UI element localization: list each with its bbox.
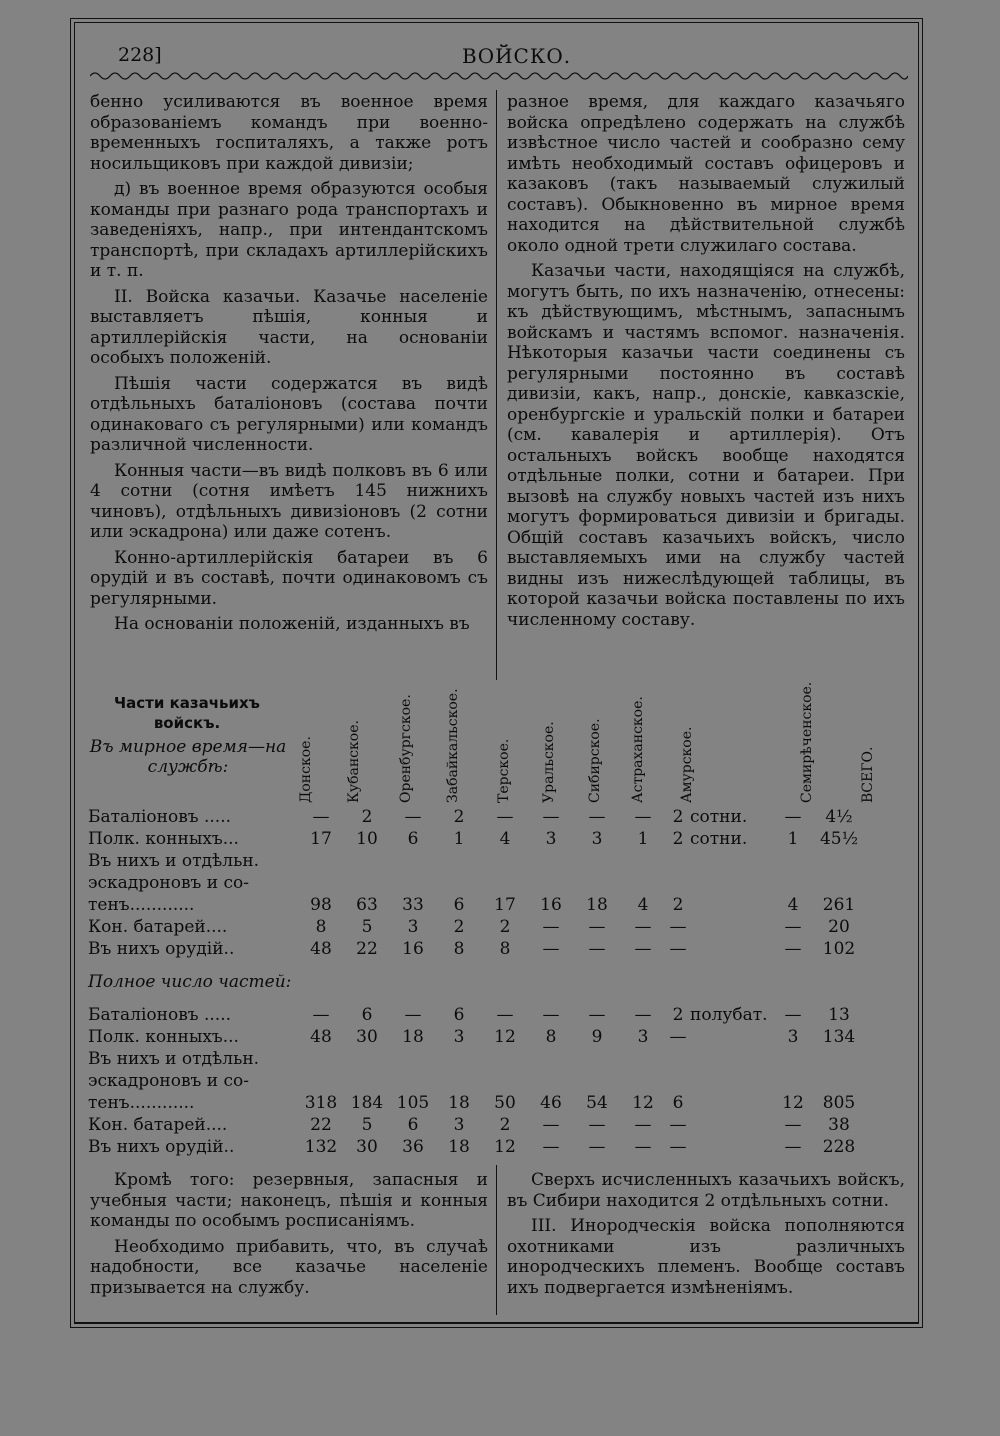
table-cell: — [312, 1005, 330, 1025]
table-cell: 318 [304, 1093, 338, 1113]
table-cell: 1 [453, 829, 465, 849]
table-cell: 5 [361, 917, 373, 937]
table-cell: — [588, 1115, 606, 1135]
table-cell: — [588, 807, 606, 827]
paragraph: бенно усиливаются въ военное время образованіемъ командъ при военно-временныхъ госпиталяхъ, а также ротъ носильщиковъ при каждой дивизіи; [90, 92, 488, 174]
col-header-total: ВСЕГО. [860, 746, 876, 803]
table-cell: — [669, 1027, 687, 1047]
table-cell [690, 894, 770, 916]
table-cell [390, 1070, 436, 1092]
table-cell [298, 1070, 344, 1092]
table-cell: 36 [402, 1137, 424, 1157]
table-row [88, 850, 862, 872]
table-cell: 22 [356, 939, 378, 959]
table-cell: 1 [637, 829, 649, 849]
table-cell: — [542, 1115, 560, 1135]
table-cell: — [669, 917, 687, 937]
paragraph: Конно-артиллерійскія батареи въ 6 орудій и въ составѣ, почти одинаковомъ съ регулярными. [90, 547, 488, 609]
table-row [88, 1136, 862, 1158]
table-cell [436, 850, 482, 872]
row-label: Въ нихъ орудій.. [88, 1137, 235, 1157]
table-cell [620, 850, 666, 872]
table-row [88, 1092, 862, 1114]
table-cell [690, 1092, 770, 1114]
table-cell: — [542, 939, 560, 959]
row-label: Баталіоновъ ..... [88, 807, 232, 827]
table-cell: 12 [782, 1093, 804, 1113]
table-cell [666, 850, 690, 872]
table-cell [344, 850, 390, 872]
paragraph: Сверхъ исчисленныхъ казачьихъ войскъ, въ Сибири находится 2 отдѣльныхъ сотни. [507, 1170, 905, 1211]
row-label: Кон. батарей.... [88, 917, 228, 937]
col-header-don: Донское. [298, 736, 314, 803]
table-cell [690, 1136, 770, 1158]
table-cell: 2 [672, 807, 684, 827]
table-cell [690, 1026, 770, 1048]
cossack-table [88, 806, 862, 1158]
running-head: ВОЙСКО. [462, 44, 572, 68]
column-divider-top [496, 90, 497, 680]
row-label: Кон. батарей.... [88, 1115, 228, 1135]
table-cell: 12 [494, 1137, 516, 1157]
table-cell: 18 [586, 895, 608, 915]
table-cell: 54 [586, 1093, 608, 1113]
table-cell: 2 [453, 917, 465, 937]
table-cell: — [784, 939, 802, 959]
table-row [88, 916, 862, 938]
row-label: тенъ............ [88, 1093, 195, 1113]
table-cell: 8 [545, 1027, 557, 1047]
table-cell [574, 850, 620, 872]
bottom-left-column [90, 1170, 488, 1303]
row-label: эскадроновъ и со- [88, 873, 249, 893]
table-cell: — [312, 807, 330, 827]
table-cell [666, 1070, 690, 1092]
table-cell: 2 [453, 807, 465, 827]
table-cell [528, 1048, 574, 1070]
table-cell [436, 1048, 482, 1070]
table-cell [770, 850, 816, 872]
table-cell [816, 1070, 862, 1092]
table-cell [528, 850, 574, 872]
table-cell: 8 [453, 939, 465, 959]
table-cell: 17 [494, 895, 516, 915]
table-cell: 10 [356, 829, 378, 849]
col-header-semirechie: Семирѣченское. [799, 681, 815, 803]
table-cell: 13 [828, 1005, 850, 1025]
table-cell: 2 [672, 829, 684, 849]
table-cell [344, 872, 390, 894]
left-column [90, 92, 488, 640]
table-cell: 45½ [819, 829, 859, 849]
paragraph: д) въ военное время образуются особыя команды при разнаго рода транспортахъ и заведеніяхъ, напр., при интендантскомъ транспортѣ, при складахъ артиллерійскихъ и т. п. [90, 179, 488, 281]
table-subheading-row [88, 960, 862, 1004]
table-cell: 2 [672, 895, 684, 915]
row-label: Въ нихъ орудій.. [88, 939, 235, 959]
row-label: Полк. конныхъ... [88, 1027, 239, 1047]
table-cell: — [669, 1137, 687, 1157]
paragraph: разное время, для каждаго казачьяго войска опредѣлено содержать на службѣ извѣстное число частей и сообразно сему имѣть необходимый составъ офицеровъ и казаковъ (такъ называемый служилый составъ). Обыкновенно въ мирное время находится на дѣйствительной службѣ около одной трети служилаго состава. [507, 92, 905, 256]
table-cell [690, 1070, 770, 1092]
table-cell [344, 1048, 390, 1070]
table-cell: 16 [402, 939, 424, 959]
table-cell: 1 [787, 829, 799, 849]
table-row [88, 1114, 862, 1136]
table-cell [690, 1114, 770, 1136]
right-column [507, 92, 905, 635]
table-cell: 30 [356, 1027, 378, 1047]
table-cell: 228 [822, 1137, 856, 1157]
table-cell [574, 1048, 620, 1070]
table-cell: 6 [453, 1005, 465, 1025]
table-row [88, 938, 862, 960]
table-cell: — [784, 917, 802, 937]
table-cell: 2 [499, 1115, 511, 1135]
table-subtitle-peace: Въ мирное время—на службѣ: [89, 737, 287, 777]
table-cell [528, 1070, 574, 1092]
table-cell: 3 [453, 1027, 465, 1047]
table-cell: 3 [591, 829, 603, 849]
table-cell [436, 872, 482, 894]
col-header-zabaikal: Забайкальское. [445, 688, 461, 803]
table-cell: — [588, 939, 606, 959]
table-cell: 50 [494, 1093, 516, 1113]
table-row [88, 1026, 862, 1048]
table-cell: 4½ [825, 807, 853, 827]
table-cell: 4 [637, 895, 649, 915]
table-cell: сотни. [690, 829, 748, 849]
table-cell: 3 [787, 1027, 799, 1047]
bottom-rule [74, 1322, 919, 1324]
table-cell: 8 [315, 917, 327, 937]
table-cell: — [542, 807, 560, 827]
table-cell [574, 1070, 620, 1092]
table-cell: 6 [407, 1115, 419, 1135]
table-cell [770, 1048, 816, 1070]
table-cell [298, 850, 344, 872]
table-cell: 48 [310, 1027, 332, 1047]
table-cell: 102 [822, 939, 856, 959]
paragraph: Казачьи части, находящіяся на службѣ, могутъ быть, по ихъ назначенію, отнесены: къ дѣйствующимъ, мѣстнымъ, запаснымъ войскамъ и частямъ вспомог. назначенія. Нѣкоторыя казачьи части соединены съ регулярными постоянно въ составѣ дивизіи, какъ, напр., донскіе, кавказскіе, оренбургскіе и уральскій полки и батареи (см. кавалерія и артиллерія). Отъ остальныхъ войскъ вообще находятся отдѣльные полки, сотни и батареи. При вызовѣ на службу новыхъ частей изъ нихъ могутъ формироваться дивизіи и бригады. Общій составъ казачьихъ войскъ, число выставляемыхъ ими на службу частей видны изъ нижеслѣдующей таблицы, въ которой казачьи войска поставлены по ихъ численному составу. [507, 261, 905, 630]
table-title: Части казачьихъ войскъ. [114, 694, 260, 732]
table-cell [690, 1048, 770, 1070]
col-header-ural: Уральское. [541, 721, 557, 803]
table-cell: сотни. [690, 807, 748, 827]
paragraph: На основаніи положеній, изданныхъ въ [114, 614, 470, 634]
table-cell [666, 1048, 690, 1070]
table-cell: — [588, 1005, 606, 1025]
col-header-terek: Терское. [496, 738, 512, 803]
row-label: Баталіоновъ ..... [88, 1005, 232, 1025]
wavy-rule [90, 68, 908, 84]
table-cell: 3 [407, 917, 419, 937]
table-row [88, 806, 862, 828]
table-cell [690, 850, 770, 872]
table-cell: полубат. [690, 1005, 768, 1025]
table-cell [620, 1048, 666, 1070]
table-cell: — [542, 917, 560, 937]
column-divider-bottom [496, 1165, 497, 1315]
table-subtitle-total: Полное число частей: [88, 972, 292, 992]
col-header-amur: Амурское. [679, 726, 695, 803]
table-row [88, 1070, 862, 1092]
table-row [88, 1004, 862, 1026]
table-cell: — [542, 1137, 560, 1157]
table-cell: 2 [499, 917, 511, 937]
table-cell: 261 [822, 895, 856, 915]
table-cell: 6 [672, 1093, 684, 1113]
table-cell [690, 872, 770, 894]
table-row [88, 1048, 862, 1070]
table-cell: — [784, 807, 802, 827]
table-cell: 98 [310, 895, 332, 915]
table-cell: 17 [310, 829, 332, 849]
table-cell [574, 872, 620, 894]
table-cell [298, 872, 344, 894]
table-cell: 2 [361, 807, 373, 827]
bottom-right-column [507, 1170, 905, 1303]
table-cell: 184 [350, 1093, 384, 1113]
table-cell: 105 [396, 1093, 430, 1113]
row-label: Въ нихъ и отдѣльн. [88, 1049, 260, 1069]
table-cell [390, 872, 436, 894]
table-row [88, 894, 862, 916]
table-cell: 38 [828, 1115, 850, 1135]
table-cell [816, 872, 862, 894]
table-cell [482, 1048, 528, 1070]
page-number: 228] [118, 44, 162, 66]
table-cell: 20 [828, 917, 850, 937]
table-cell [436, 1070, 482, 1092]
table-cell [816, 1048, 862, 1070]
table-cell [690, 938, 770, 960]
table-cell [816, 850, 862, 872]
table-cell: — [634, 1137, 652, 1157]
table-header [88, 681, 908, 803]
table-cell [666, 872, 690, 894]
row-label: Полк. конныхъ... [88, 829, 239, 849]
table-cell: — [634, 939, 652, 959]
table-cell: — [669, 1115, 687, 1135]
table-cell: 18 [448, 1137, 470, 1157]
table-cell: 5 [361, 1115, 373, 1135]
paragraph: Кромѣ того: резервныя, запасныя и учебныя части; наконецъ, пѣшія и конныя команды по особымъ росписаніямъ. [90, 1170, 488, 1231]
col-header-siberia: Сибирское. [587, 718, 603, 803]
table-cell: 18 [448, 1093, 470, 1113]
table-cell: 46 [540, 1093, 562, 1113]
table-cell: — [542, 1005, 560, 1025]
table-cell: 22 [310, 1115, 332, 1135]
table-cell: 6 [407, 829, 419, 849]
table-cell: 12 [632, 1093, 654, 1113]
table-cell: 805 [822, 1093, 856, 1113]
col-header-astrakhan: Астраханское. [630, 696, 646, 803]
table-cell: — [496, 807, 514, 827]
table-cell: — [588, 917, 606, 937]
table-cell [770, 1070, 816, 1092]
table-cell [690, 916, 770, 938]
paragraph: III. Инородческія войска пополняются охотниками изъ различныхъ инородческихъ племенъ. Вообще составъ ихъ подвергается измѣненіямъ. [507, 1216, 905, 1298]
table-cell: — [634, 917, 652, 937]
table-cell: 134 [822, 1027, 856, 1047]
table-cell: 2 [672, 1005, 684, 1025]
row-label: тенъ............ [88, 895, 195, 915]
table-cell: 6 [453, 895, 465, 915]
table-cell: 4 [499, 829, 511, 849]
table-cell: — [784, 1115, 802, 1135]
table-cell: 4 [787, 895, 799, 915]
table-cell: — [669, 939, 687, 959]
table-cell: 8 [499, 939, 511, 959]
table-cell: 3 [453, 1115, 465, 1135]
col-header-orenburg: Оренбургское. [398, 694, 414, 803]
table-cell: 63 [356, 895, 378, 915]
table-cell: 18 [402, 1027, 424, 1047]
table-cell [620, 872, 666, 894]
row-label: Въ нихъ и отдѣльн. [88, 851, 260, 871]
row-label: эскадроновъ и со- [88, 1071, 249, 1091]
table-cell: 6 [361, 1005, 373, 1025]
table-cell [770, 872, 816, 894]
table-cell [344, 1070, 390, 1092]
table-cell: 9 [591, 1027, 603, 1047]
table-cell [528, 872, 574, 894]
table-cell: 48 [310, 939, 332, 959]
table-cell: 132 [304, 1137, 338, 1157]
table-cell: — [404, 1005, 422, 1025]
table-cell: — [634, 1005, 652, 1025]
table-cell [390, 1048, 436, 1070]
table-cell: — [784, 1005, 802, 1025]
table-cell [482, 872, 528, 894]
table-cell: 3 [545, 829, 557, 849]
table-cell [298, 1048, 344, 1070]
table-cell: 33 [402, 895, 424, 915]
paragraph: Конныя части—въ видѣ полковъ въ 6 или 4 сотни (сотня имѣетъ 145 нижнихъ чиновъ), отдѣльныхъ дивизіоновъ (2 сотни или эскадрона) или даже сотенъ. [90, 460, 488, 542]
table-cell: 12 [494, 1027, 516, 1047]
col-header-kuban: Кубанское. [346, 720, 362, 803]
table-cell: 16 [540, 895, 562, 915]
paragraph: II. Войска казачьи. Казачье населеніе выставляетъ пѣшія, конныя и артиллерійскія части, на основаніи особыхъ положеній. [90, 286, 488, 368]
table-cell: — [496, 1005, 514, 1025]
table-cell: — [588, 1137, 606, 1157]
paragraph: Необходимо прибавить, что, въ случаѣ надобности, все казачье населеніе призывается на службу. [90, 1236, 488, 1298]
table-cell: — [404, 807, 422, 827]
table-cell [620, 1070, 666, 1092]
table-cell [390, 850, 436, 872]
table-cell: 3 [637, 1027, 649, 1047]
paragraph: Пѣшія части содержатся въ видѣ отдѣльныхъ баталіоновъ (состава почти одинаковаго съ регулярными) или командъ различной численности. [90, 373, 488, 455]
table-cell [482, 850, 528, 872]
table-cell [482, 1070, 528, 1092]
table-cell: — [634, 807, 652, 827]
table-row [88, 828, 862, 850]
table-cell: — [784, 1137, 802, 1157]
table-cell: 30 [356, 1137, 378, 1157]
table-row [88, 872, 862, 894]
table-cell: — [634, 1115, 652, 1135]
